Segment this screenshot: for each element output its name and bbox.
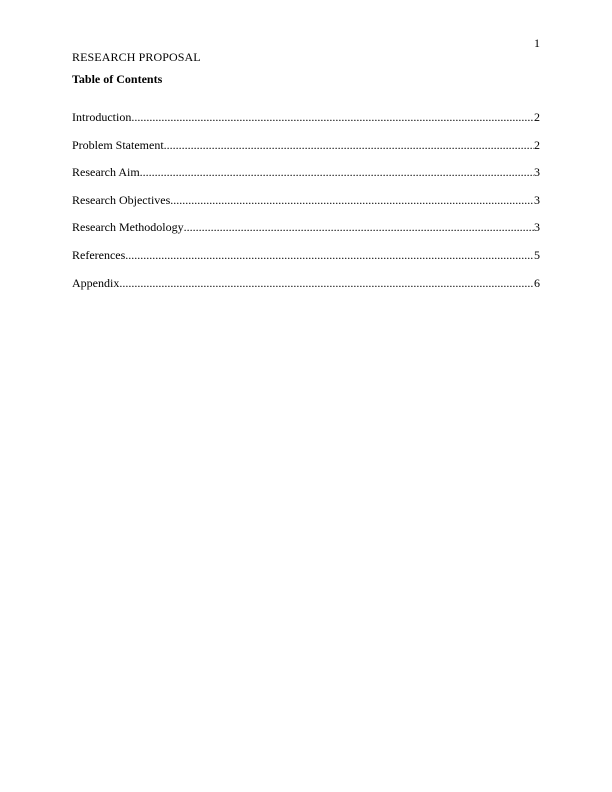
toc-title: Table of Contents xyxy=(72,72,163,86)
dot-leader xyxy=(184,220,534,234)
toc-entry-label: References xyxy=(72,247,126,262)
toc-entry-page: 2 xyxy=(534,137,540,152)
dot-leader xyxy=(125,248,534,262)
running-head: RESEARCH PROPOSAL xyxy=(72,50,201,64)
toc-entry-label: Research Methodology xyxy=(72,220,184,235)
dot-leader xyxy=(164,138,534,152)
toc-entry-label: Research Objectives xyxy=(72,192,171,207)
toc-entry-references[interactable] xyxy=(72,248,540,276)
toc-entry-page: 3 xyxy=(534,220,540,235)
table-of-contents xyxy=(72,110,540,303)
dot-leader xyxy=(140,165,534,179)
toc-entry-page: 3 xyxy=(534,192,540,207)
toc-entry-label: Appendix xyxy=(72,275,120,290)
toc-entry-label: Introduction xyxy=(72,110,132,124)
toc-entry-label: Problem Statement xyxy=(72,137,164,152)
toc-entry-problem-statement[interactable] xyxy=(72,138,540,166)
toc-entry-appendix[interactable] xyxy=(72,276,540,304)
page-number: 1 xyxy=(534,36,540,50)
toc-entry-research-aim[interactable] xyxy=(72,165,540,193)
dot-leader xyxy=(170,193,534,207)
toc-entry-page: 6 xyxy=(534,275,540,290)
toc-entry-research-methodology[interactable] xyxy=(72,220,540,248)
toc-entry-research-objectives[interactable] xyxy=(72,193,540,221)
toc-entry-introduction[interactable] xyxy=(72,110,540,138)
toc-entry-page: 5 xyxy=(534,247,540,262)
dot-leader xyxy=(131,110,534,124)
dot-leader xyxy=(119,276,534,290)
toc-entry-page: 2 xyxy=(534,110,540,124)
toc-entry-label: Research Aim xyxy=(72,165,140,180)
toc-entry-page: 3 xyxy=(534,165,540,180)
